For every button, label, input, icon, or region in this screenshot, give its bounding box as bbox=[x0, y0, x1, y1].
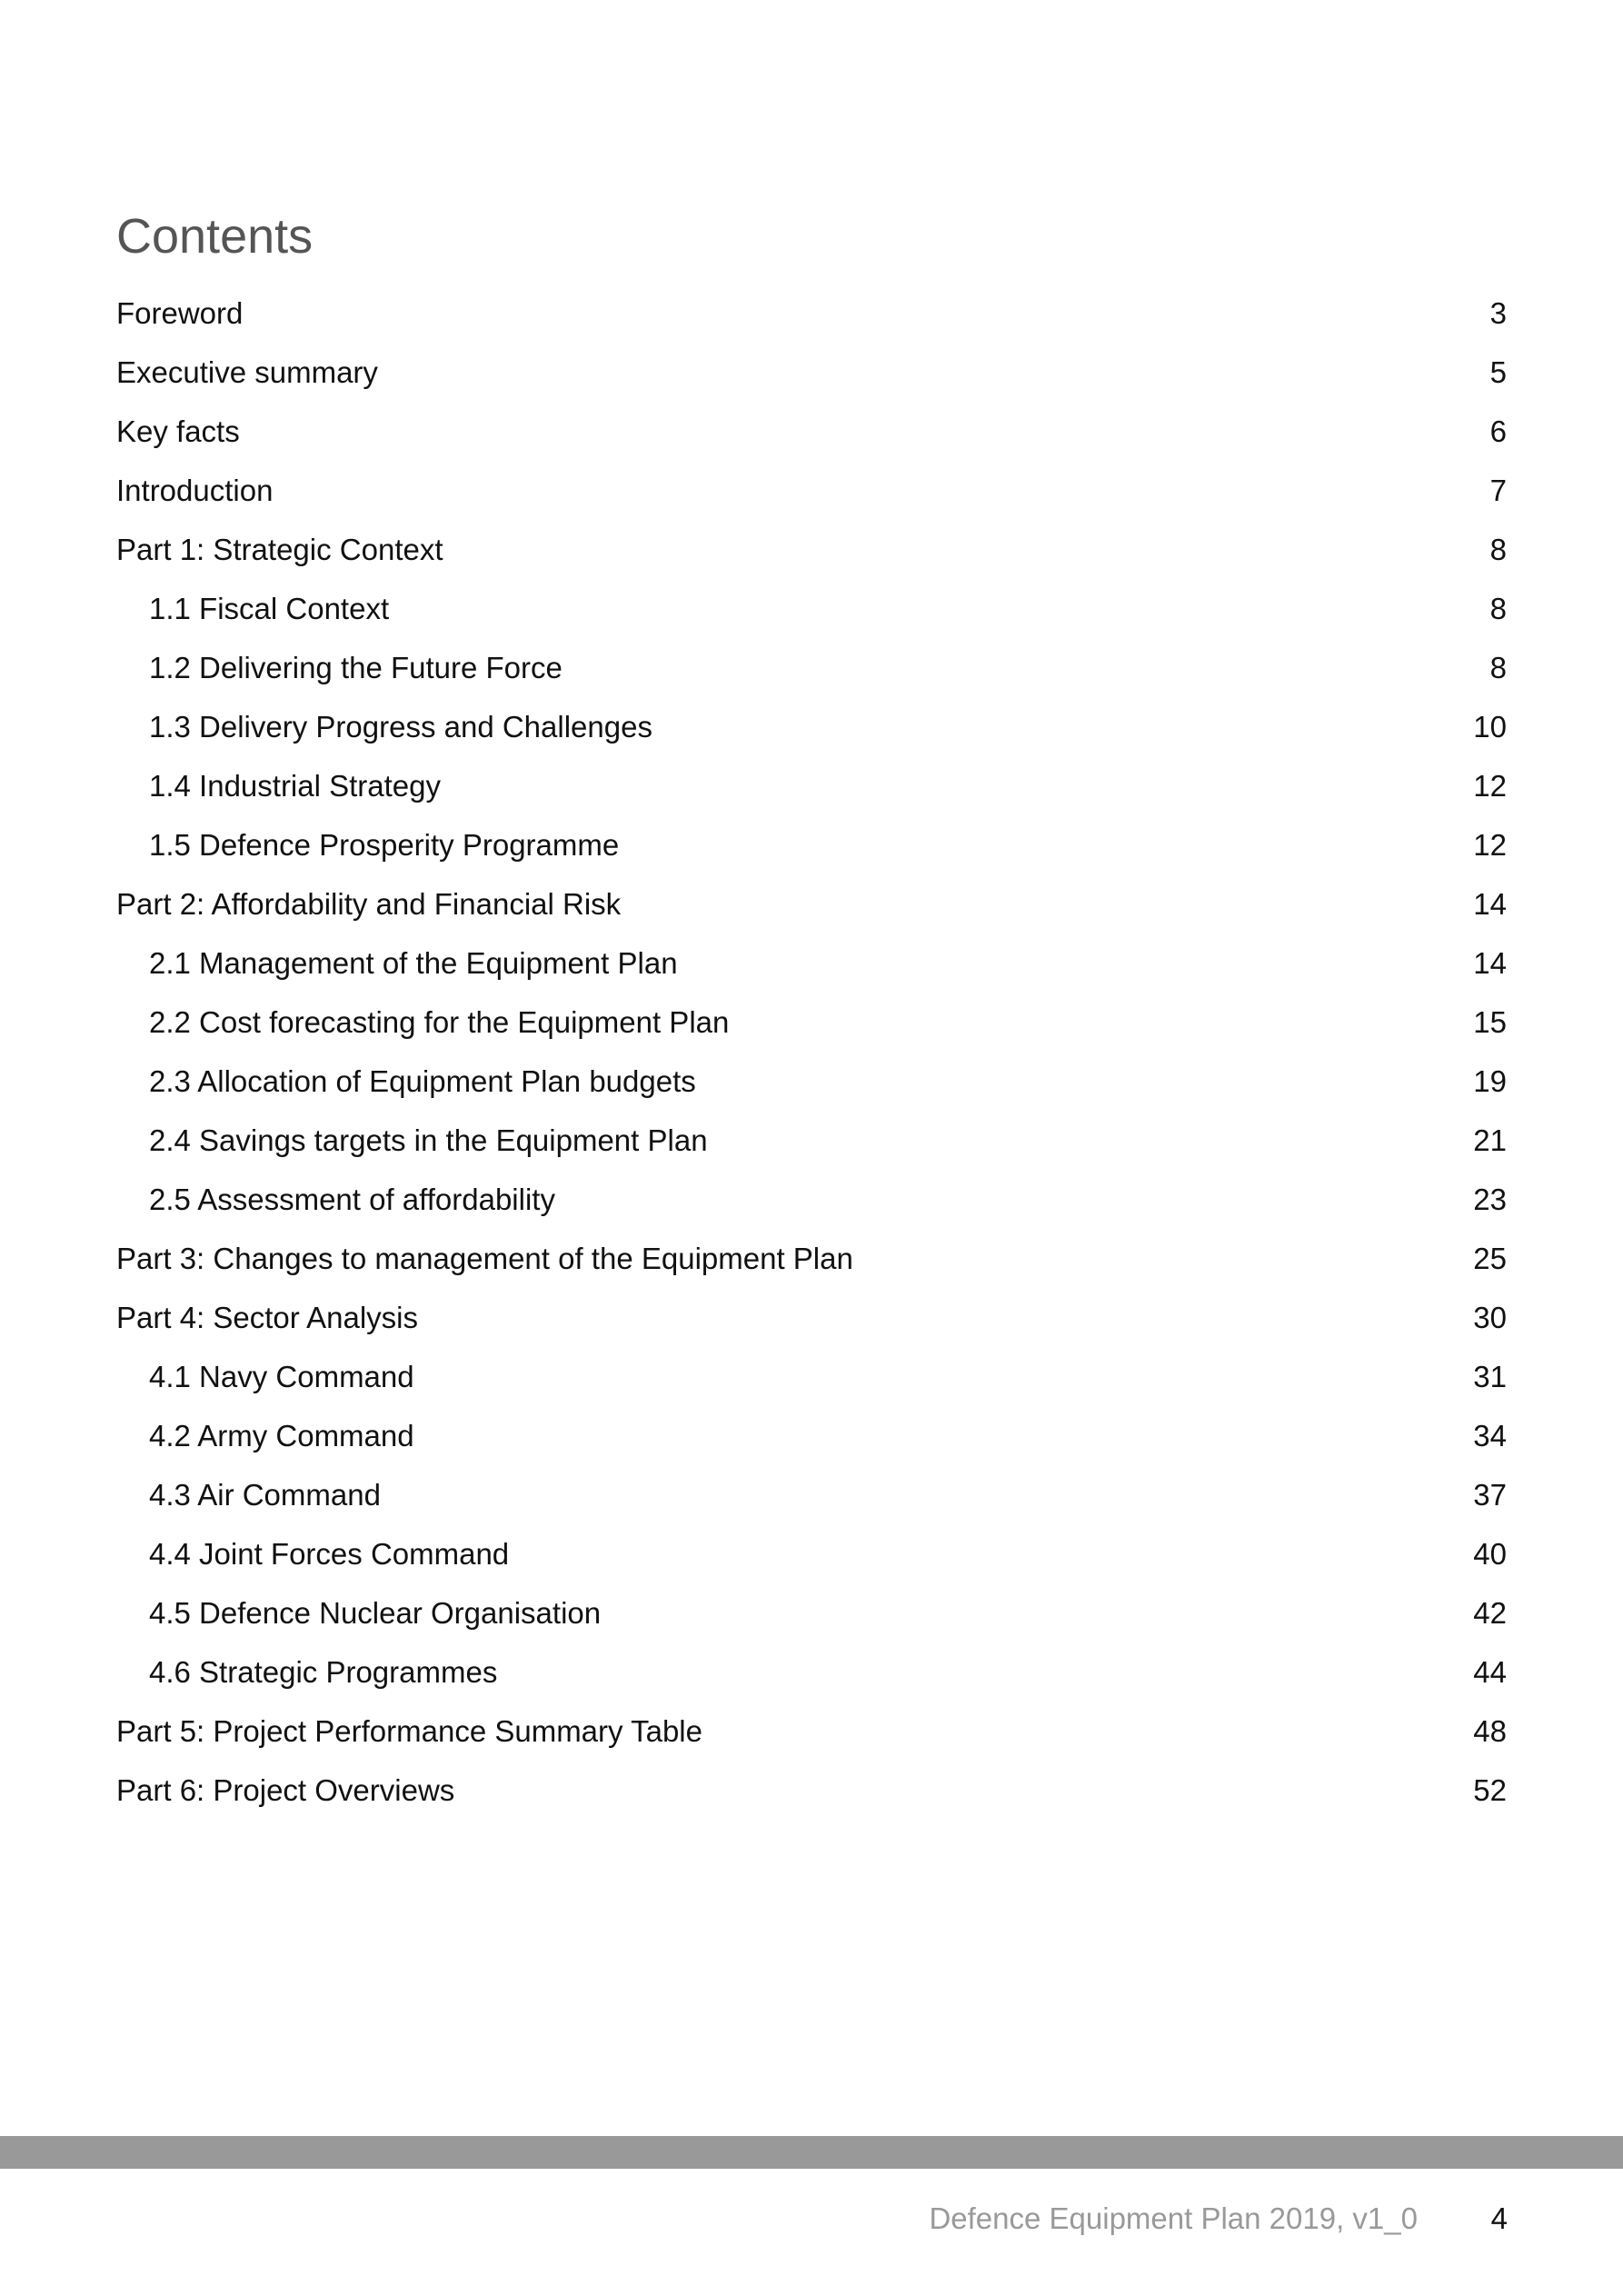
toc-subentry[interactable] bbox=[116, 815, 1507, 874]
toc-subentry[interactable] bbox=[116, 638, 1507, 697]
toc-entry-title: 4.4 Joint Forces Command bbox=[149, 1536, 510, 1571]
toc-entry-page: 52 bbox=[1473, 1772, 1507, 1807]
toc-entry-title: Part 5: Project Performance Summary Table bbox=[116, 1713, 702, 1748]
toc-entry-title: 2.4 Savings targets in the Equipment Plan bbox=[149, 1123, 708, 1157]
toc-entry-title: 4.6 Strategic Programmes bbox=[149, 1654, 498, 1689]
toc-subentry[interactable] bbox=[116, 1524, 1507, 1583]
toc-entry[interactable] bbox=[116, 343, 1507, 402]
toc-subentry[interactable] bbox=[116, 579, 1507, 638]
toc-entry-title: Introduction bbox=[116, 473, 274, 507]
toc-entry-page: 8 bbox=[1489, 591, 1507, 625]
toc-entry-page: 3 bbox=[1489, 295, 1507, 330]
toc-subentry[interactable] bbox=[116, 1052, 1507, 1111]
toc-entry[interactable] bbox=[116, 874, 1507, 933]
toc-subentry[interactable] bbox=[116, 933, 1507, 993]
toc-entry-title: 2.2 Cost forecasting for the Equipment Plan bbox=[149, 1004, 730, 1039]
toc-subentry[interactable] bbox=[116, 1347, 1507, 1406]
toc-entry-title: 1.3 Delivery Progress and Challenges bbox=[149, 709, 652, 744]
toc-subentry[interactable] bbox=[116, 1465, 1507, 1524]
toc-subentry[interactable] bbox=[116, 1111, 1507, 1170]
toc-entry-page: 7 bbox=[1489, 473, 1507, 507]
toc-subentry[interactable] bbox=[116, 697, 1507, 756]
toc-entry-title: Part 6: Project Overviews bbox=[116, 1772, 455, 1807]
footer-document-title: Defence Equipment Plan 2019, v1_0 bbox=[929, 2201, 1418, 2235]
toc-entry-page: 12 bbox=[1473, 827, 1507, 862]
toc-entry-title: Executive summary bbox=[116, 354, 378, 389]
toc-entry-page: 15 bbox=[1473, 1004, 1507, 1039]
toc-entry-page: 48 bbox=[1473, 1713, 1507, 1748]
toc-entry-page: 14 bbox=[1473, 945, 1507, 980]
toc-entry-page: 44 bbox=[1473, 1654, 1507, 1689]
toc-entry-title: 1.2 Delivering the Future Force bbox=[149, 650, 563, 684]
toc-entry-page: 31 bbox=[1473, 1359, 1507, 1393]
toc-entry-title: Part 3: Changes to management of the Equipment Plan bbox=[116, 1241, 853, 1275]
toc-entry-title: 2.1 Management of the Equipment Plan bbox=[149, 945, 678, 980]
toc-entry-page: 10 bbox=[1473, 709, 1507, 744]
toc-entry-title: Part 2: Affordability and Financial Risk bbox=[116, 886, 622, 921]
toc-entry-page: 8 bbox=[1489, 650, 1507, 684]
toc-entry-page: 23 bbox=[1473, 1182, 1507, 1216]
toc-entry[interactable] bbox=[116, 284, 1507, 343]
footer-page-number: 4 bbox=[1490, 2201, 1508, 2235]
toc-entry-page: 14 bbox=[1473, 886, 1507, 921]
footer-bar bbox=[0, 2136, 1623, 2169]
toc-entry[interactable] bbox=[116, 1229, 1507, 1288]
toc-entry-page: 19 bbox=[1473, 1063, 1507, 1098]
toc-entry[interactable] bbox=[116, 520, 1507, 579]
toc-entry-title: 1.5 Defence Prosperity Programme bbox=[149, 827, 620, 862]
toc-subentry[interactable] bbox=[116, 756, 1507, 815]
table-of-contents bbox=[116, 284, 1507, 1820]
toc-entry-page: 21 bbox=[1473, 1123, 1507, 1157]
toc-entry-page: 5 bbox=[1489, 354, 1507, 389]
toc-entry[interactable] bbox=[116, 1288, 1507, 1347]
toc-entry-page: 42 bbox=[1473, 1595, 1507, 1630]
toc-entry-title: 1.1 Fiscal Context bbox=[149, 591, 390, 625]
toc-entry-title: Key facts bbox=[116, 414, 240, 448]
toc-entry[interactable] bbox=[116, 1702, 1507, 1761]
toc-entry-title: 2.5 Assessment of affordability bbox=[149, 1182, 555, 1216]
toc-entry-page: 12 bbox=[1473, 768, 1507, 803]
toc-entry-title: 4.1 Navy Command bbox=[149, 1359, 414, 1393]
toc-subentry[interactable] bbox=[116, 1583, 1507, 1642]
toc-entry-title: 4.5 Defence Nuclear Organisation bbox=[149, 1595, 602, 1630]
toc-subentry[interactable] bbox=[116, 993, 1507, 1052]
toc-entry-page: 34 bbox=[1473, 1418, 1507, 1452]
toc-entry-page: 6 bbox=[1489, 414, 1507, 448]
toc-entry-title: 1.4 Industrial Strategy bbox=[149, 768, 442, 803]
toc-subentry[interactable] bbox=[116, 1170, 1507, 1229]
toc-entry-page: 8 bbox=[1489, 532, 1507, 566]
toc-entry[interactable] bbox=[116, 402, 1507, 461]
toc-entry-title: Part 4: Sector Analysis bbox=[116, 1300, 418, 1334]
page-title: Contents bbox=[116, 209, 314, 264]
toc-entry-title: Part 1: Strategic Context bbox=[116, 532, 443, 566]
toc-subentry[interactable] bbox=[116, 1642, 1507, 1702]
toc-entry-title: 4.3 Air Command bbox=[149, 1477, 381, 1512]
toc-entry-title: 4.2 Army Command bbox=[149, 1418, 414, 1452]
toc-subentry[interactable] bbox=[116, 1406, 1507, 1465]
toc-entry[interactable] bbox=[116, 461, 1507, 520]
toc-entry-title: Foreword bbox=[116, 295, 244, 330]
toc-entry-title: 2.3 Allocation of Equipment Plan budgets bbox=[149, 1063, 696, 1098]
toc-entry-page: 25 bbox=[1473, 1241, 1507, 1275]
toc-entry-page: 40 bbox=[1473, 1536, 1507, 1571]
toc-entry-page: 37 bbox=[1473, 1477, 1507, 1512]
toc-entry[interactable] bbox=[116, 1761, 1507, 1820]
toc-entry-page: 30 bbox=[1473, 1300, 1507, 1334]
